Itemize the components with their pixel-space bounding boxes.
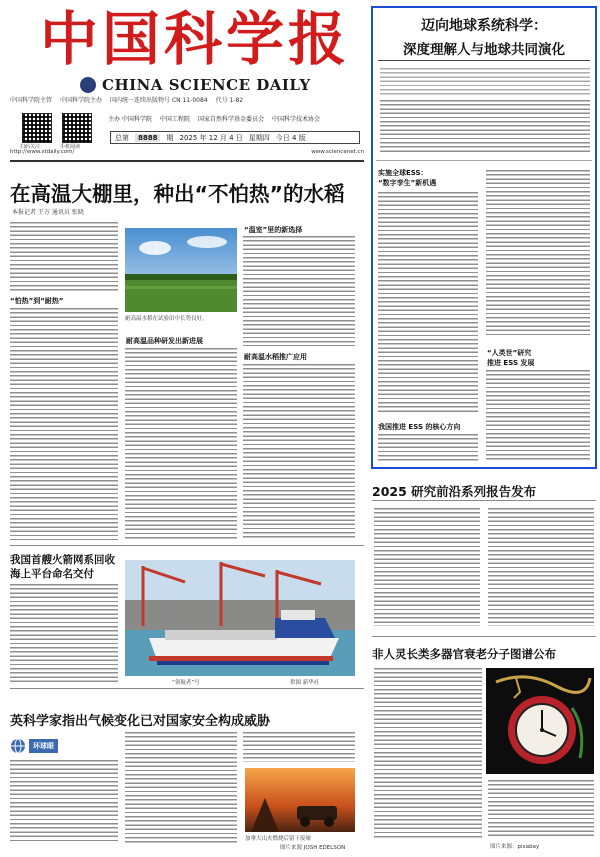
issue-pages: 今日 4 版 <box>275 133 306 142</box>
issue-info-bar <box>110 131 360 144</box>
issue-weekday: 星期四 <box>248 133 270 142</box>
qr-code-icon[interactable] <box>62 113 92 143</box>
aging-clock-illustration <box>486 668 594 774</box>
sponsor-item: 中国工程院 <box>159 116 190 123</box>
english-name: CHINA SCIENCE DAILY <box>102 76 311 94</box>
feature-title-rule <box>378 60 590 61</box>
issue-total-suffix: 期 <box>166 133 174 142</box>
feature-title-line[interactable]: 迈向地球系统科学： <box>421 18 547 34</box>
uk-headline[interactable]: 英科学家指出气候变化已对国家安全构成威胁 <box>10 714 271 729</box>
section-divider <box>372 500 596 501</box>
ship-photo-caption: “领航者”号 <box>172 680 200 686</box>
publication-info-item: 国内统一连续出版物号 CN 11-0084 <box>110 97 208 104</box>
sponsor-item: 主办 中国科学院 <box>108 116 152 123</box>
wildfire-credit: 图片来源 JOSH EDELSON <box>280 845 346 851</box>
lead-body-text <box>125 348 237 540</box>
wildfire-caption: 加拿大山火燃烧后留下废墟 <box>245 836 312 842</box>
section-divider <box>372 636 596 637</box>
newspaper-logo: 中国科学报 <box>40 5 351 73</box>
feature-body-text <box>486 370 590 462</box>
issue-date: 2025 年 12 月 4 日 <box>179 133 243 142</box>
feature-subhead: 推进 ESS 发展 <box>487 359 535 367</box>
issue-number: 8888 <box>135 134 160 142</box>
lead-subhead: “怕热”到“耐热” <box>10 297 64 305</box>
issue-total-label: 总第 <box>115 133 129 142</box>
section-divider <box>10 545 364 546</box>
lead-subhead: 耐高温水稻推广应用 <box>244 353 307 361</box>
uk-body-text <box>125 732 237 844</box>
rice-photo-caption: 耐高温水稻在试验田中长势良好。 <box>125 316 208 322</box>
primate-photo-credit: 图片来源：pixabay <box>490 844 540 850</box>
lead-subhead: 耐高温品种研发出新进展 <box>126 337 203 345</box>
website-strip <box>10 149 364 159</box>
sponsor-item: 中国科学技术协会 <box>271 116 320 123</box>
uk-body-text <box>10 760 118 844</box>
rocket-recovery-ship-photo <box>125 560 355 676</box>
rice-field-photo <box>125 228 237 312</box>
uk-body-text <box>243 732 355 762</box>
feature-body-text <box>486 170 590 338</box>
lead-body-text <box>243 236 355 346</box>
feature-divider <box>376 160 592 161</box>
primate-body-text <box>488 780 594 836</box>
lead-headline[interactable]: 在高温大棚里，种出“不怕热”的水稻 <box>10 182 345 206</box>
primate-body-text <box>374 668 482 840</box>
feature-body-text <box>378 434 478 462</box>
globe-badge-label: 环球眼 <box>29 739 58 753</box>
masthead-divider <box>10 160 364 162</box>
feature-subhead: “数字孪生”新机遇 <box>378 179 437 187</box>
feature-subhead: 我国推进 ESS 的核心方向 <box>378 423 461 431</box>
website-link[interactable]: http://www.stdaily.com/ <box>10 149 75 155</box>
website-link[interactable]: www.sciencenet.cn <box>311 149 364 155</box>
lead-byline: 本报记者 王方 通讯员 张晓 <box>12 209 84 216</box>
wildfire-photo <box>245 768 355 832</box>
ship-photo-credit: 供图 新华社 <box>290 680 320 686</box>
publication-info-item: 中国科学院主管 <box>10 97 53 104</box>
report-body-text <box>374 508 480 626</box>
qr-code-icon[interactable] <box>22 113 52 143</box>
feature-subhead: 实施全球ESS： <box>378 169 428 177</box>
masthead <box>10 6 364 106</box>
lead-subhead: “温室”里的新选择 <box>244 226 303 234</box>
publication-info-item: 代号 1-82 <box>215 97 244 104</box>
feature-title-line[interactable]: 深度理解人与地球共同演化 <box>403 42 565 58</box>
globe-icon <box>10 738 26 754</box>
lead-body-text <box>243 364 355 540</box>
feature-abstract <box>380 100 590 154</box>
ship-headline-line[interactable]: 海上平台命名交付 <box>10 568 94 580</box>
sponsor-item: 国家自然科学基金委员会 <box>197 116 264 123</box>
feature-author-list <box>380 68 590 96</box>
report-headline[interactable]: 2025 研究前沿系列报告发布 <box>372 484 537 499</box>
report-body-text <box>488 508 594 626</box>
publication-info-item: 中国科学院主办 <box>60 97 103 104</box>
feature-subhead: “人类世”研究 <box>487 349 532 357</box>
section-divider <box>10 688 364 689</box>
qr-label: 扫码关注 <box>20 144 41 150</box>
lead-body-text <box>10 222 118 292</box>
emblem-icon <box>80 77 96 93</box>
primate-headline[interactable]: 非人灵长类多器官衰老分子图谱公布 <box>372 647 556 661</box>
globe-badge <box>10 738 58 754</box>
ship-body-text <box>10 584 118 682</box>
qr-label: 手机阅读 <box>60 144 81 150</box>
sponsor-list <box>108 114 358 126</box>
lead-body-text <box>10 308 118 540</box>
feature-body-text <box>378 192 478 414</box>
ship-headline-line[interactable]: 我国首艘火箭网系回收 <box>10 554 115 566</box>
publication-info-strip <box>10 95 364 109</box>
english-name-block <box>80 74 350 96</box>
